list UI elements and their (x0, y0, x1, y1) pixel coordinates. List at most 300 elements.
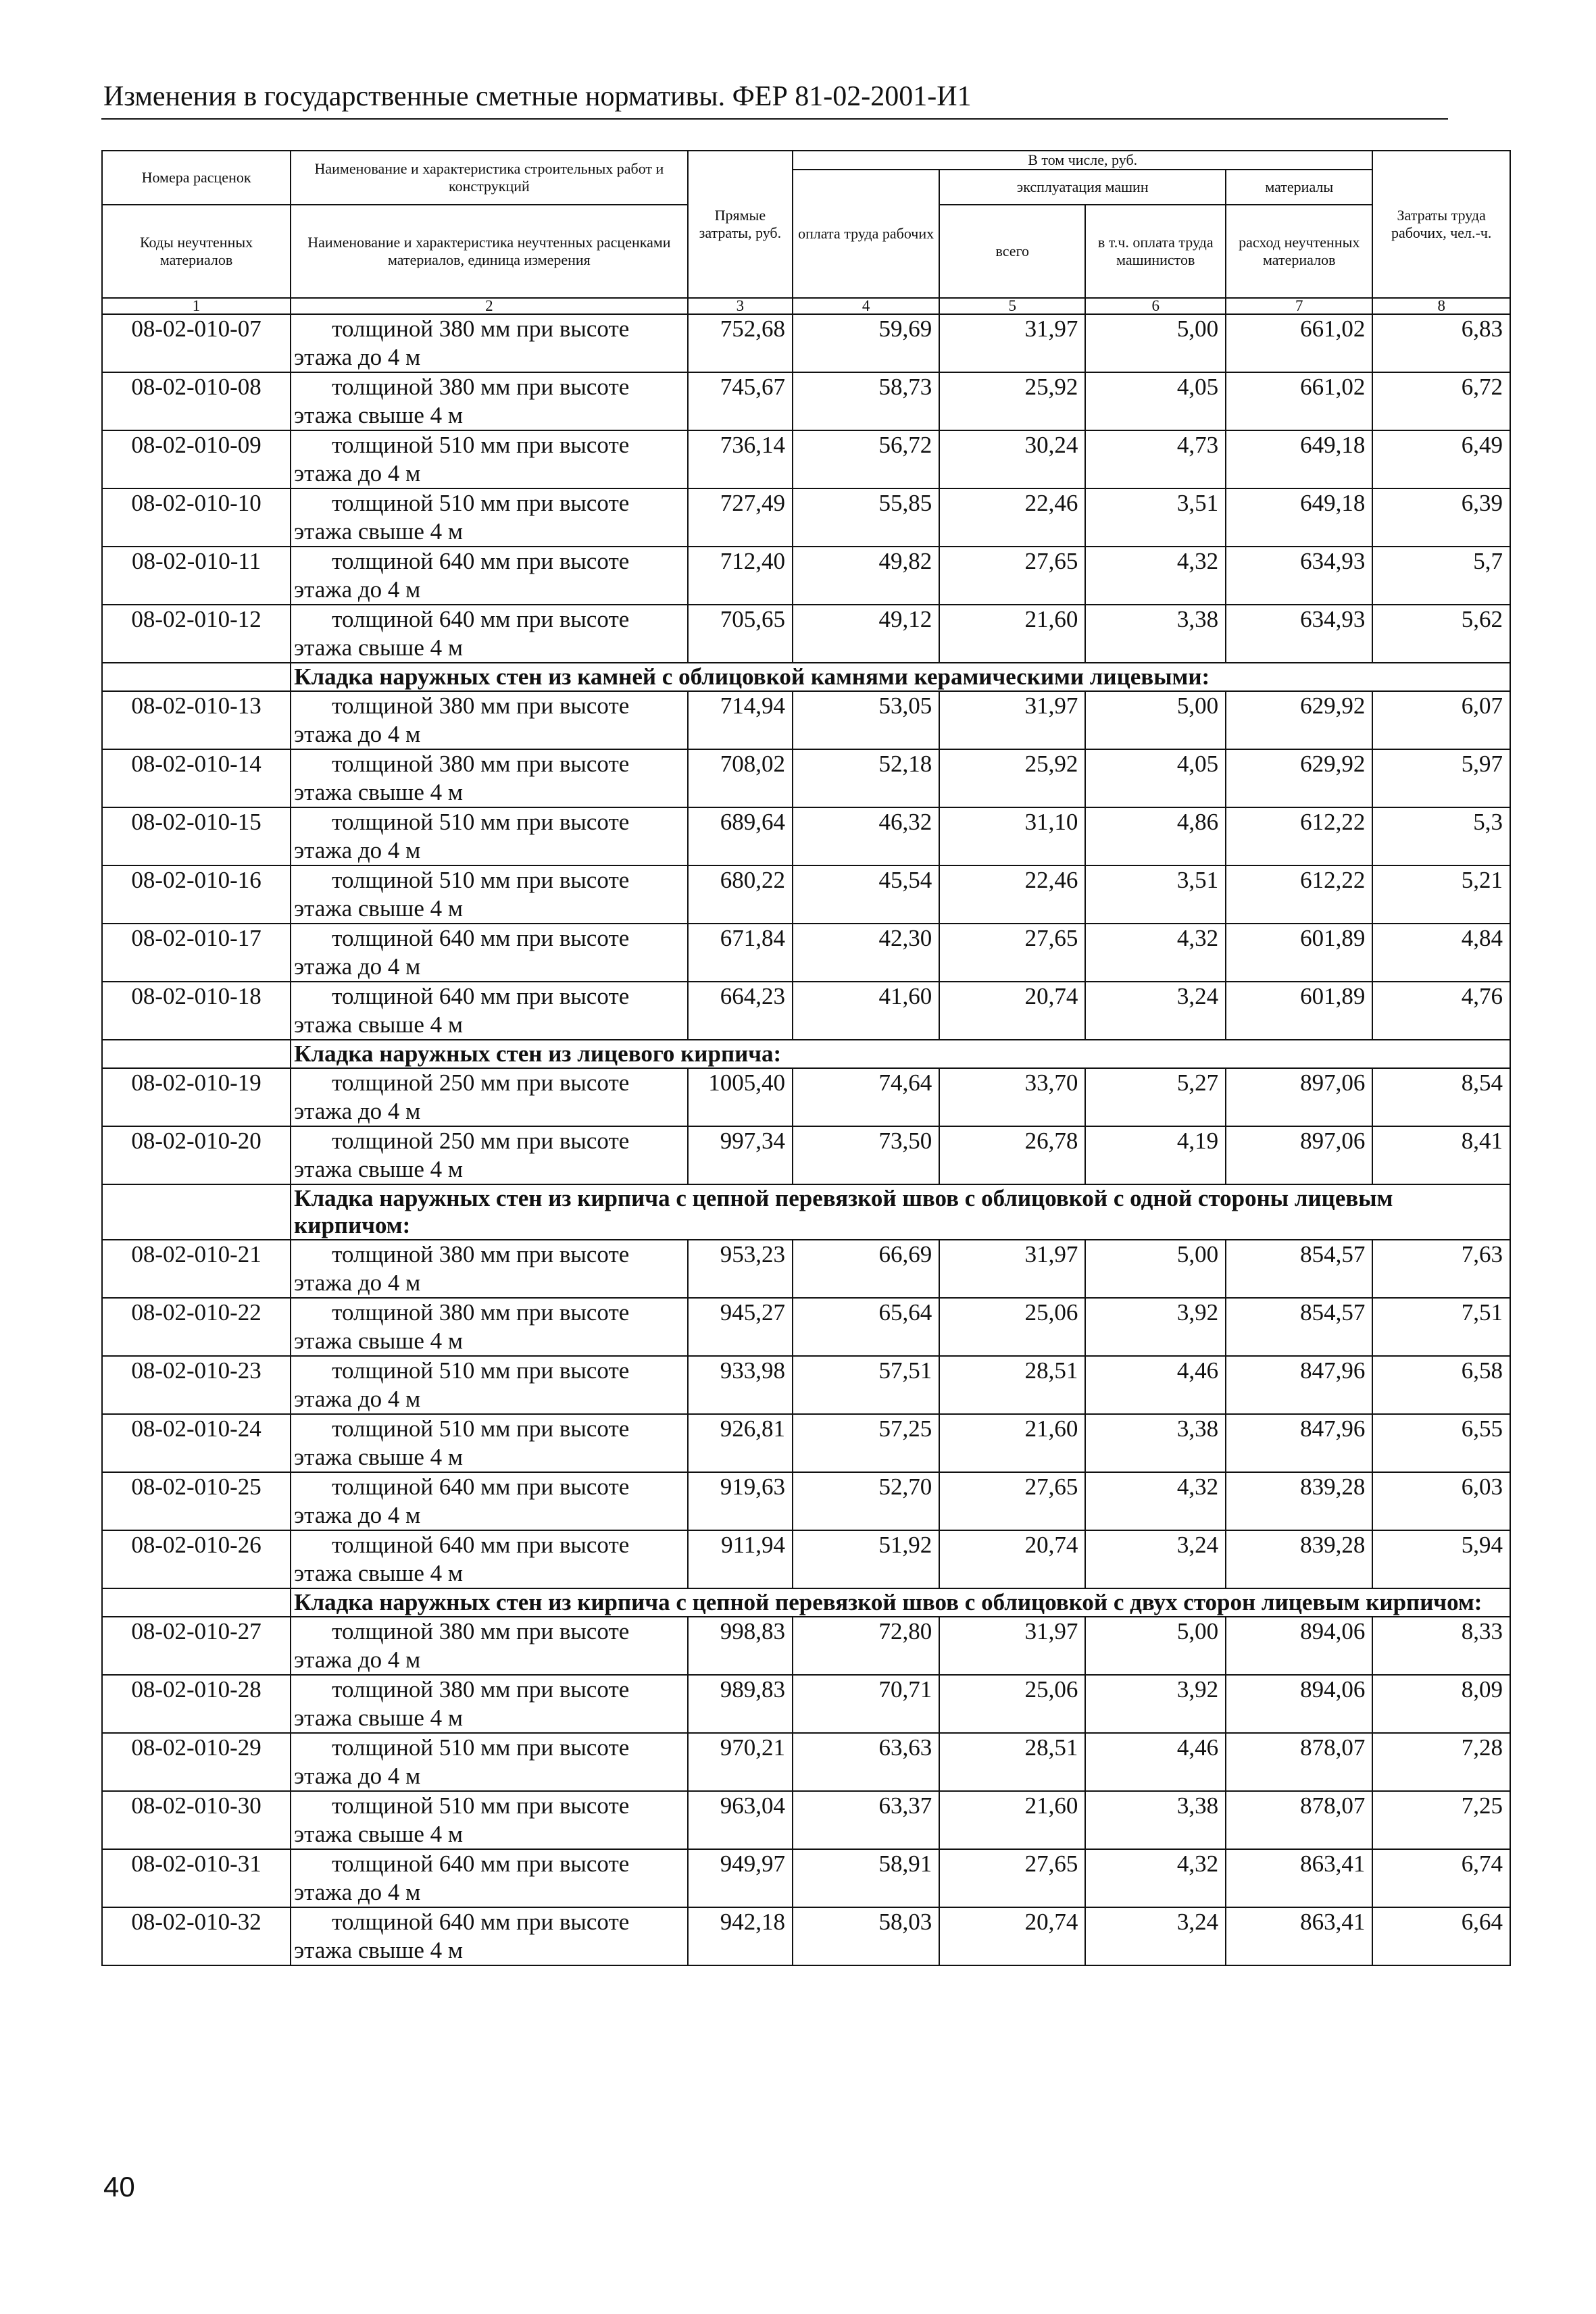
work-description (291, 924, 688, 982)
description-line-1: толщиной 510 мм при высоте (332, 809, 630, 836)
materials-cost: 601,89 (1226, 924, 1372, 982)
labor-wages: 59,69 (793, 314, 939, 372)
work-description (291, 605, 688, 663)
description-line-1: толщиной 510 мм при высоте (332, 1792, 630, 1819)
direct-costs: 911,94 (688, 1530, 793, 1588)
materials-cost: 839,28 (1226, 1530, 1372, 1588)
work-description (291, 1068, 688, 1126)
machinist-wages: 3,51 (1085, 865, 1226, 924)
materials-cost: 863,41 (1226, 1907, 1372, 1965)
description-line-1: толщиной 510 мм при высоте (332, 1357, 630, 1384)
section-code-cell (102, 1040, 291, 1068)
rate-code: 08-02-010-31 (102, 1849, 291, 1907)
column-number: 4 (793, 298, 939, 314)
materials-cost: 897,06 (1226, 1068, 1372, 1126)
table-row (102, 372, 1510, 430)
section-code-cell (102, 663, 291, 691)
labor-hours: 6,49 (1372, 430, 1510, 488)
table-row (102, 1530, 1510, 1588)
machines-total: 20,74 (939, 1907, 1085, 1965)
table-row (102, 865, 1510, 924)
materials-cost: 878,07 (1226, 1733, 1372, 1791)
description-line-2: этажа свыше 4 м (294, 779, 464, 806)
machines-total: 27,65 (939, 1472, 1085, 1530)
description-line-1: толщиной 640 мм при высоте (332, 548, 630, 575)
table-row (102, 1126, 1510, 1184)
labor-hours: 6,58 (1372, 1356, 1510, 1414)
section-title: Кладка наружных стен из кирпича с цепной перевязкой швов с облицовкой с одной стороны лицевым кирпичом: (291, 1184, 1510, 1240)
work-description (291, 1126, 688, 1184)
section-row (102, 1184, 1510, 1240)
direct-costs: 708,02 (688, 749, 793, 807)
labor-hours: 5,97 (1372, 749, 1510, 807)
description-line-2: этажа до 4 м (294, 837, 421, 864)
machinist-wages: 4,05 (1085, 749, 1226, 807)
table-row (102, 982, 1510, 1040)
table-row (102, 430, 1510, 488)
direct-costs: 942,18 (688, 1907, 793, 1965)
machines-total: 21,60 (939, 1791, 1085, 1849)
rate-code: 08-02-010-26 (102, 1530, 291, 1588)
labor-wages: 74,64 (793, 1068, 939, 1126)
description-line-2: этажа свыше 4 м (294, 1444, 464, 1471)
machinist-wages: 5,00 (1085, 1240, 1226, 1298)
machinist-wages: 4,05 (1085, 372, 1226, 430)
direct-costs: 664,23 (688, 982, 793, 1040)
table-row (102, 1472, 1510, 1530)
description-line-1: толщиной 510 мм при высоте (332, 867, 630, 894)
description-line-2: этажа до 4 м (294, 344, 421, 371)
labor-wages: 53,05 (793, 691, 939, 749)
machines-total: 27,65 (939, 547, 1085, 605)
direct-costs: 705,65 (688, 605, 793, 663)
description-line-2: этажа до 4 м (294, 1646, 421, 1674)
direct-costs: 997,34 (688, 1126, 793, 1184)
table-row (102, 1849, 1510, 1907)
materials-cost: 612,22 (1226, 865, 1372, 924)
header-col3: Прямые затраты, руб. (688, 151, 793, 298)
machines-total: 25,92 (939, 372, 1085, 430)
labor-wages: 49,82 (793, 547, 939, 605)
direct-costs: 736,14 (688, 430, 793, 488)
labor-wages: 46,32 (793, 807, 939, 865)
labor-hours: 6,07 (1372, 691, 1510, 749)
labor-hours: 5,7 (1372, 547, 1510, 605)
direct-costs: 970,21 (688, 1733, 793, 1791)
column-number: 7 (1226, 298, 1372, 314)
machinist-wages: 3,24 (1085, 1907, 1226, 1965)
description-line-2: этажа свыше 4 м (294, 1705, 464, 1732)
machinist-wages: 3,38 (1085, 1414, 1226, 1472)
table-row (102, 547, 1510, 605)
description-line-2: этажа до 4 м (294, 1763, 421, 1790)
materials-cost: 649,18 (1226, 488, 1372, 547)
materials-cost: 854,57 (1226, 1240, 1372, 1298)
machinist-wages: 3,51 (1085, 488, 1226, 547)
materials-cost: 863,41 (1226, 1849, 1372, 1907)
materials-cost: 649,18 (1226, 430, 1372, 488)
description-line-1: толщиной 380 мм при высоте (332, 1618, 630, 1645)
direct-costs: 689,64 (688, 807, 793, 865)
machines-total: 22,46 (939, 488, 1085, 547)
direct-costs: 926,81 (688, 1414, 793, 1472)
machines-total: 21,60 (939, 1414, 1085, 1472)
machines-total: 20,74 (939, 1530, 1085, 1588)
rate-code: 08-02-010-16 (102, 865, 291, 924)
materials-cost: 894,06 (1226, 1617, 1372, 1675)
materials-cost: 847,96 (1226, 1414, 1372, 1472)
description-line-1: толщиной 510 мм при высоте (332, 432, 630, 459)
table-row (102, 1617, 1510, 1675)
labor-wages: 63,63 (793, 1733, 939, 1791)
description-line-1: толщиной 250 мм при высоте (332, 1070, 630, 1097)
rate-code: 08-02-010-14 (102, 749, 291, 807)
header-col8: Затраты труда рабочих, чел.-ч. (1372, 151, 1510, 298)
materials-cost: 847,96 (1226, 1356, 1372, 1414)
description-line-1: толщиной 640 мм при высоте (332, 1909, 630, 1936)
work-description (291, 807, 688, 865)
section-title: Кладка наружных стен из камней с облицовкой камнями керамическими лицевыми: (291, 663, 1510, 691)
description-line-1: толщиной 380 мм при высоте (332, 751, 630, 778)
table-row (102, 1675, 1510, 1733)
machines-total: 31,97 (939, 1240, 1085, 1298)
section-row (102, 1588, 1510, 1617)
direct-costs: 963,04 (688, 1791, 793, 1849)
description-line-1: толщиной 510 мм при высоте (332, 1415, 630, 1442)
machinist-wages: 3,24 (1085, 1530, 1226, 1588)
labor-wages: 49,12 (793, 605, 939, 663)
labor-wages: 65,64 (793, 1298, 939, 1356)
description-line-2: этажа свыше 4 м (294, 518, 464, 545)
labor-hours: 7,51 (1372, 1298, 1510, 1356)
machinist-wages: 4,32 (1085, 547, 1226, 605)
rate-code: 08-02-010-32 (102, 1907, 291, 1965)
work-description (291, 865, 688, 924)
rate-code: 08-02-010-09 (102, 430, 291, 488)
machinist-wages: 5,00 (1085, 1617, 1226, 1675)
labor-hours: 6,03 (1372, 1472, 1510, 1530)
materials-cost: 897,06 (1226, 1126, 1372, 1184)
machinist-wages: 3,24 (1085, 982, 1226, 1040)
table-row (102, 749, 1510, 807)
header-col1-bottom: Коды неучтенных материалов (102, 205, 291, 298)
labor-wages: 58,91 (793, 1849, 939, 1907)
work-description (291, 1356, 688, 1414)
machines-total: 31,10 (939, 807, 1085, 865)
description-line-2: этажа свыше 4 м (294, 1821, 464, 1848)
machinist-wages: 3,38 (1085, 605, 1226, 663)
rate-code: 08-02-010-13 (102, 691, 291, 749)
materials-cost: 634,93 (1226, 605, 1372, 663)
table-row (102, 1791, 1510, 1849)
description-line-2: этажа свыше 4 м (294, 1011, 464, 1038)
direct-costs: 714,94 (688, 691, 793, 749)
description-line-2: этажа свыше 4 м (294, 1328, 464, 1355)
description-line-1: толщиной 510 мм при высоте (332, 1734, 630, 1761)
machines-total: 31,97 (939, 1617, 1085, 1675)
description-line-1: толщиной 380 мм при высоте (332, 1676, 630, 1703)
description-line-1: толщиной 640 мм при высоте (332, 983, 630, 1010)
machines-total: 28,51 (939, 1356, 1085, 1414)
header-rule (101, 118, 1448, 120)
header-col5: всего (939, 205, 1085, 298)
materials-cost: 629,92 (1226, 749, 1372, 807)
labor-hours: 8,54 (1372, 1068, 1510, 1126)
table-row (102, 1356, 1510, 1414)
description-line-1: толщиной 250 мм при высоте (332, 1128, 630, 1155)
direct-costs: 680,22 (688, 865, 793, 924)
column-number: 8 (1372, 298, 1510, 314)
machinist-wages: 4,73 (1085, 430, 1226, 488)
description-line-2: этажа до 4 м (294, 721, 421, 748)
header-col6: в т.ч. оплата труда машинистов (1085, 205, 1226, 298)
labor-hours: 7,28 (1372, 1733, 1510, 1791)
machinist-wages: 4,46 (1085, 1356, 1226, 1414)
description-line-2: этажа до 4 м (294, 1098, 421, 1125)
table-row (102, 1298, 1510, 1356)
labor-hours: 6,74 (1372, 1849, 1510, 1907)
materials-cost: 629,92 (1226, 691, 1372, 749)
work-description (291, 314, 688, 372)
labor-wages: 57,51 (793, 1356, 939, 1414)
direct-costs: 998,83 (688, 1617, 793, 1675)
table-row (102, 1068, 1510, 1126)
work-description (291, 1733, 688, 1791)
labor-wages: 66,69 (793, 1240, 939, 1298)
direct-costs: 949,97 (688, 1849, 793, 1907)
work-description (291, 749, 688, 807)
section-row (102, 663, 1510, 691)
description-line-1: толщиной 640 мм при высоте (332, 1532, 630, 1559)
direct-costs: 1005,40 (688, 1068, 793, 1126)
description-line-1: толщиной 380 мм при высоте (332, 1299, 630, 1326)
table-row (102, 314, 1510, 372)
machines-total: 26,78 (939, 1126, 1085, 1184)
labor-wages: 58,03 (793, 1907, 939, 1965)
description-line-2: этажа до 4 м (294, 460, 421, 487)
machinist-wages: 3,92 (1085, 1298, 1226, 1356)
description-line-2: этажа до 4 м (294, 1502, 421, 1529)
materials-cost: 894,06 (1226, 1675, 1372, 1733)
labor-hours: 8,41 (1372, 1126, 1510, 1184)
page-header-title: Изменения в государственные сметные нормативы. ФЕР 81-02-2001-И1 (103, 81, 972, 112)
machines-total: 20,74 (939, 982, 1085, 1040)
work-description (291, 547, 688, 605)
description-line-2: этажа свыше 4 м (294, 634, 464, 661)
description-line-2: этажа до 4 м (294, 1386, 421, 1413)
machinist-wages: 5,00 (1085, 691, 1226, 749)
rate-code: 08-02-010-23 (102, 1356, 291, 1414)
column-number: 1 (102, 298, 291, 314)
labor-wages: 51,92 (793, 1530, 939, 1588)
direct-costs: 953,23 (688, 1240, 793, 1298)
labor-hours: 6,83 (1372, 314, 1510, 372)
direct-costs: 752,68 (688, 314, 793, 372)
rate-code: 08-02-010-30 (102, 1791, 291, 1849)
direct-costs: 745,67 (688, 372, 793, 430)
direct-costs: 989,83 (688, 1675, 793, 1733)
rate-code: 08-02-010-21 (102, 1240, 291, 1298)
work-description (291, 1414, 688, 1472)
rate-code: 08-02-010-24 (102, 1414, 291, 1472)
header-col7: расход неучтенных материалов (1226, 205, 1372, 298)
labor-wages: 57,25 (793, 1414, 939, 1472)
description-line-2: этажа до 4 м (294, 953, 421, 980)
header-col4: оплата труда рабочих (793, 170, 939, 298)
labor-wages: 56,72 (793, 430, 939, 488)
machinist-wages: 4,19 (1085, 1126, 1226, 1184)
description-line-2: этажа до 4 м (294, 1269, 421, 1297)
table-row (102, 488, 1510, 547)
work-description (291, 691, 688, 749)
direct-costs: 933,98 (688, 1356, 793, 1414)
labor-hours: 7,63 (1372, 1240, 1510, 1298)
machines-total: 21,60 (939, 605, 1085, 663)
direct-costs: 945,27 (688, 1298, 793, 1356)
labor-hours: 8,33 (1372, 1617, 1510, 1675)
machinist-wages: 4,32 (1085, 1472, 1226, 1530)
rates-table (101, 150, 1511, 1966)
materials-cost: 854,57 (1226, 1298, 1372, 1356)
labor-hours: 5,21 (1372, 865, 1510, 924)
machines-total: 28,51 (939, 1733, 1085, 1791)
machinist-wages: 3,38 (1085, 1791, 1226, 1849)
section-title: Кладка наружных стен из лицевого кирпича: (291, 1040, 1510, 1068)
section-code-cell (102, 1184, 291, 1240)
labor-hours: 6,72 (1372, 372, 1510, 430)
rate-code: 08-02-010-07 (102, 314, 291, 372)
description-line-2: этажа свыше 4 м (294, 1156, 464, 1183)
description-line-1: толщиной 640 мм при высоте (332, 1474, 630, 1501)
description-line-1: толщиной 380 мм при высоте (332, 316, 630, 343)
machinist-wages: 3,92 (1085, 1675, 1226, 1733)
machinist-wages: 4,86 (1085, 807, 1226, 865)
table-row (102, 691, 1510, 749)
labor-wages: 72,80 (793, 1617, 939, 1675)
machinist-wages: 4,32 (1085, 1849, 1226, 1907)
labor-wages: 63,37 (793, 1791, 939, 1849)
table-row (102, 1733, 1510, 1791)
labor-hours: 4,84 (1372, 924, 1510, 982)
column-number: 5 (939, 298, 1085, 314)
rate-code: 08-02-010-12 (102, 605, 291, 663)
machines-total: 25,92 (939, 749, 1085, 807)
work-description (291, 1791, 688, 1849)
rate-code: 08-02-010-25 (102, 1472, 291, 1530)
section-code-cell (102, 1588, 291, 1617)
labor-wages: 52,18 (793, 749, 939, 807)
rate-code: 08-02-010-10 (102, 488, 291, 547)
description-line-2: этажа до 4 м (294, 1879, 421, 1906)
work-description (291, 1675, 688, 1733)
labor-wages: 55,85 (793, 488, 939, 547)
description-line-1: толщиной 380 мм при высоте (332, 374, 630, 401)
machines-total: 22,46 (939, 865, 1085, 924)
materials-cost: 612,22 (1226, 807, 1372, 865)
machinist-wages: 5,00 (1085, 314, 1226, 372)
machines-total: 27,65 (939, 924, 1085, 982)
description-line-2: этажа свыше 4 м (294, 1560, 464, 1587)
rate-code: 08-02-010-28 (102, 1675, 291, 1733)
labor-hours: 5,94 (1372, 1530, 1510, 1588)
direct-costs: 919,63 (688, 1472, 793, 1530)
description-line-1: толщиной 510 мм при высоте (332, 490, 630, 517)
work-description (291, 488, 688, 547)
description-line-2: этажа до 4 м (294, 576, 421, 603)
header-materials: материалы (1226, 170, 1372, 205)
section-title: Кладка наружных стен из кирпича с цепной перевязкой швов с облицовкой с двух сторон лицевым кирпичом: (291, 1588, 1510, 1617)
work-description (291, 1530, 688, 1588)
table-row (102, 924, 1510, 982)
direct-costs: 671,84 (688, 924, 793, 982)
description-line-2: этажа свыше 4 м (294, 402, 464, 429)
labor-wages: 73,50 (793, 1126, 939, 1184)
table-row (102, 1907, 1510, 1965)
machines-total: 31,97 (939, 314, 1085, 372)
table-row (102, 807, 1510, 865)
materials-cost: 601,89 (1226, 982, 1372, 1040)
table-row (102, 1240, 1510, 1298)
column-number: 3 (688, 298, 793, 314)
labor-hours: 6,64 (1372, 1907, 1510, 1965)
header-col2-top: Наименование и характеристика строительных работ и конструкций (291, 151, 688, 205)
section-row (102, 1040, 1510, 1068)
labor-wages: 41,60 (793, 982, 939, 1040)
labor-wages: 58,73 (793, 372, 939, 430)
work-description (291, 430, 688, 488)
work-description (291, 1617, 688, 1675)
work-description (291, 1472, 688, 1530)
description-line-1: толщиной 380 мм при высоте (332, 1241, 630, 1268)
machinist-wages: 4,46 (1085, 1733, 1226, 1791)
header-col1-top: Номера расценок (102, 151, 291, 205)
labor-wages: 52,70 (793, 1472, 939, 1530)
work-description (291, 372, 688, 430)
labor-hours: 6,39 (1372, 488, 1510, 547)
rate-code: 08-02-010-18 (102, 982, 291, 1040)
description-line-1: толщиной 640 мм при высоте (332, 925, 630, 952)
machines-total: 31,97 (939, 691, 1085, 749)
materials-cost: 878,07 (1226, 1791, 1372, 1849)
labor-hours: 8,09 (1372, 1675, 1510, 1733)
rate-code: 08-02-010-19 (102, 1068, 291, 1126)
description-line-2: этажа свыше 4 м (294, 1937, 464, 1964)
machines-total: 25,06 (939, 1675, 1085, 1733)
column-number: 2 (291, 298, 688, 314)
rate-code: 08-02-010-08 (102, 372, 291, 430)
labor-wages: 70,71 (793, 1675, 939, 1733)
machinist-wages: 4,32 (1085, 924, 1226, 982)
work-description (291, 1298, 688, 1356)
page-number: 40 (103, 2171, 135, 2203)
labor-wages: 42,30 (793, 924, 939, 982)
labor-hours: 7,25 (1372, 1791, 1510, 1849)
rate-code: 08-02-010-11 (102, 547, 291, 605)
rate-code: 08-02-010-15 (102, 807, 291, 865)
labor-hours: 4,76 (1372, 982, 1510, 1040)
materials-cost: 634,93 (1226, 547, 1372, 605)
header-group: В том числе, руб. (793, 151, 1372, 170)
work-description (291, 1240, 688, 1298)
machinist-wages: 5,27 (1085, 1068, 1226, 1126)
machines-total: 33,70 (939, 1068, 1085, 1126)
rate-code: 08-02-010-27 (102, 1617, 291, 1675)
work-description (291, 982, 688, 1040)
description-line-2: этажа свыше 4 м (294, 895, 464, 922)
materials-cost: 661,02 (1226, 372, 1372, 430)
labor-hours: 5,62 (1372, 605, 1510, 663)
work-description (291, 1849, 688, 1907)
